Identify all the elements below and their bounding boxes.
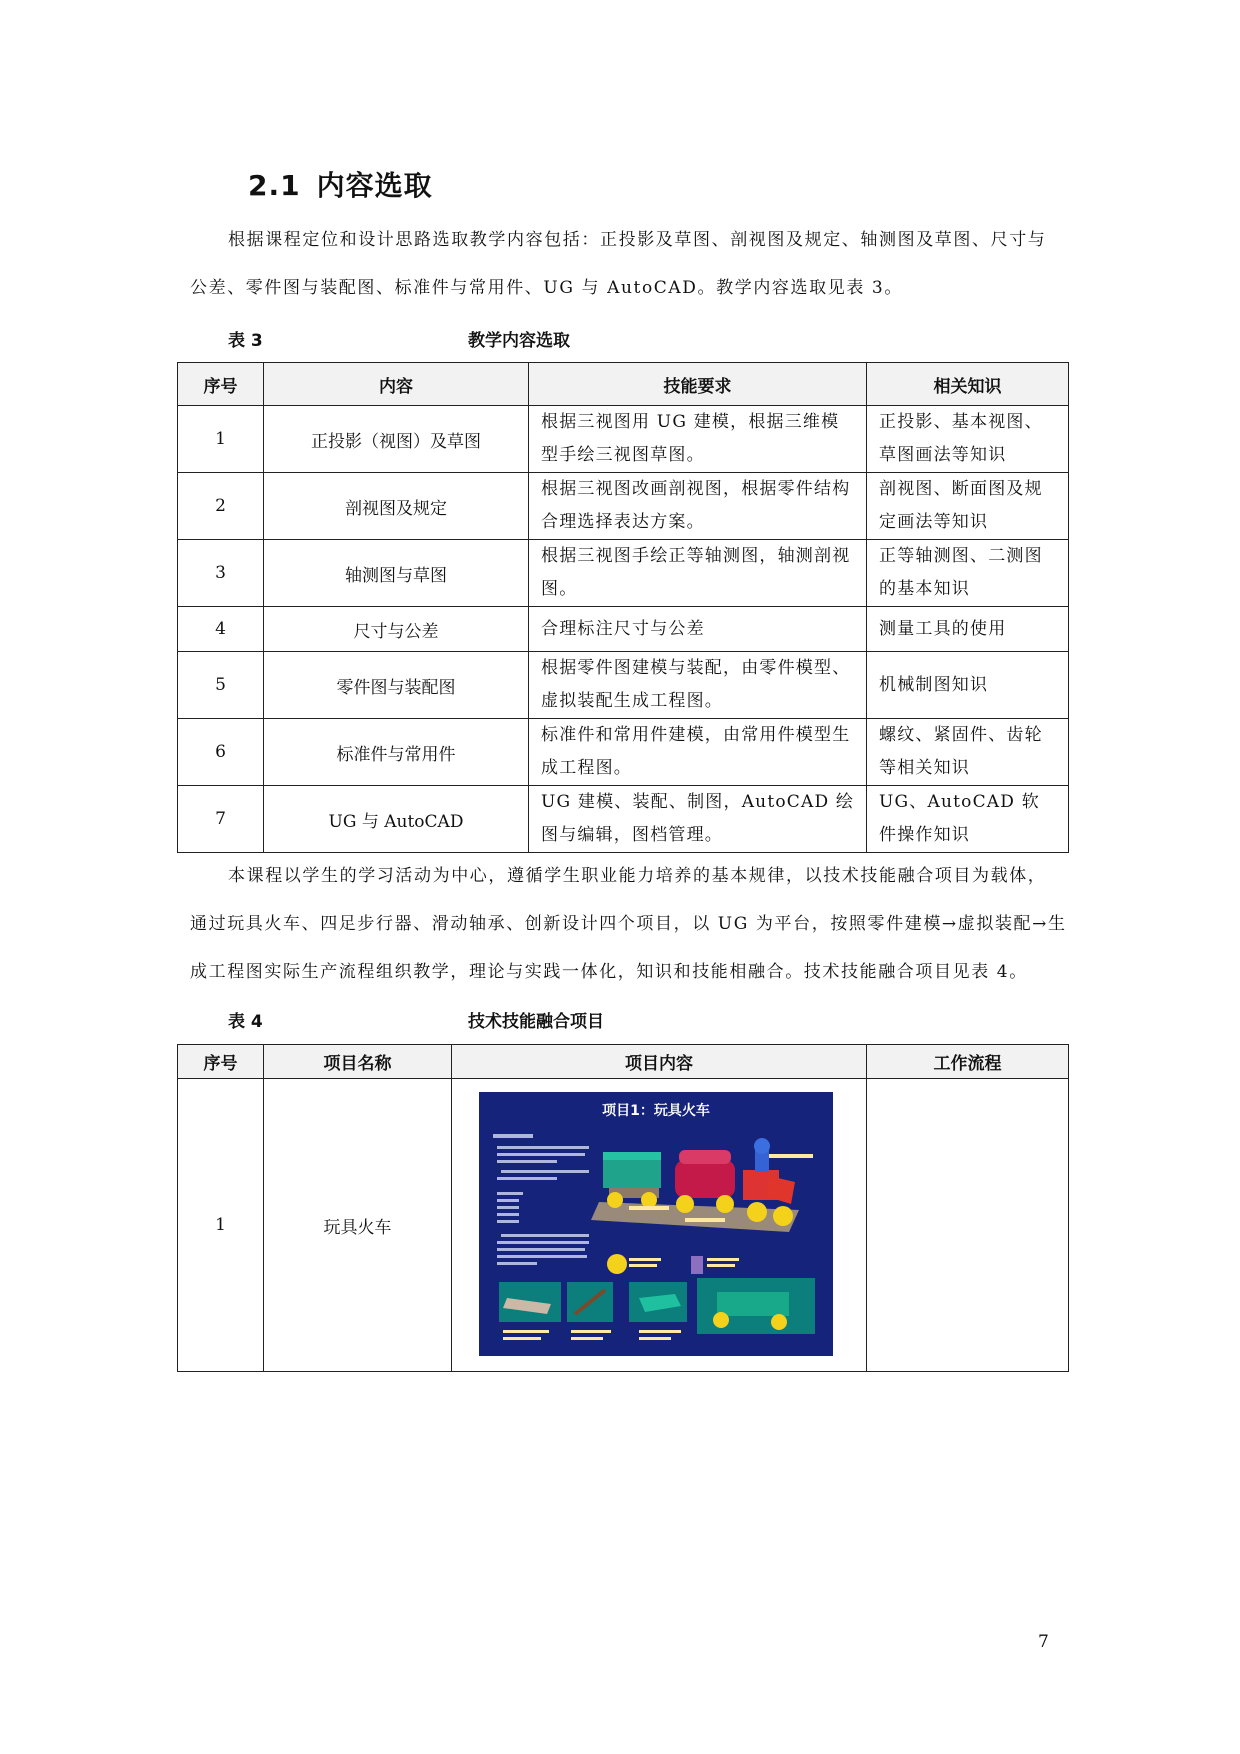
table3-label: 表 3 [228,331,263,351]
table4-header-no: 序号 [178,1045,264,1079]
table3-title: 教学内容选取 [468,331,570,351]
method-line-3: 成工程图实际生产流程组织教学，理论与实践一体化，知识和技能相融合。技术技能融合项目见表 4。 [190,962,1028,982]
table-row [178,652,1069,719]
toy-train-slide-image [479,1092,833,1356]
row-skill: 根据零件图建模与装配，由零件模型、虚拟装配生成工程图。 [529,652,867,719]
page-number: 7 [1038,1632,1049,1652]
method-paragraph [190,852,1070,996]
row-content: 正投影（视图）及草图 [264,406,529,473]
table-row [178,1079,1069,1372]
row-number: 1 [178,1079,264,1372]
row-content: UG 与 AutoCAD [264,786,529,853]
table4-header-name: 项目名称 [264,1045,452,1079]
intro-paragraph [190,216,1070,312]
method-line-2: 通过玩具火车、四足步行器、滑动轴承、创新设计四个项目，以 UG 为平台，按照零件建模→虚拟装配→生 [190,914,1067,934]
row-workflow [867,1079,1069,1372]
row-content: 零件图与装配图 [264,652,529,719]
row-skill: 根据三视图改画剖视图，根据零件结构合理选择表达方案。 [529,473,867,540]
row-skill: 根据三视图手绘正等轴测图，轴测剖视图。 [529,540,867,607]
table-row [178,786,1069,853]
table4-header-row [178,1045,1069,1079]
row-skill: 合理标注尺寸与公差 [529,607,867,652]
row-number: 6 [178,719,264,786]
row-knowledge: 正等轴测图、二测图的基本知识 [867,540,1069,607]
row-number: 2 [178,473,264,540]
table-row [178,607,1069,652]
row-knowledge: 螺纹、紧固件、齿轮等相关知识 [867,719,1069,786]
intro-line-2: 公差、零件图与装配图、标准件与常用件、UG 与 AutoCAD。教学内容选取见表 3。 [190,278,903,298]
row-content: 轴测图与草图 [264,540,529,607]
table3-header-knowledge: 相关知识 [867,363,1069,406]
table-row [178,540,1069,607]
table3-header-content: 内容 [264,363,529,406]
table3 [177,362,1069,853]
row-number: 3 [178,540,264,607]
row-number: 7 [178,786,264,853]
row-project-content [452,1079,867,1372]
toy-train-illustration [479,1092,833,1356]
section-title: 内容选取 [316,169,433,202]
row-knowledge: 测量工具的使用 [867,607,1069,652]
table-row [178,719,1069,786]
row-number: 1 [178,406,264,473]
section-heading [248,164,433,204]
intro-line-1: 根据课程定位和设计思路选取教学内容包括：正投影及草图、剖视图及规定、轴测图及草图、尺寸与 [228,230,1047,250]
table4-label: 表 4 [228,1012,263,1032]
row-knowledge: UG、AutoCAD 软件操作知识 [867,786,1069,853]
row-skill: 根据三视图用 UG 建模，根据三维模型手绘三视图草图。 [529,406,867,473]
row-skill: UG 建模、装配、制图，AutoCAD 绘图与编辑，图档管理。 [529,786,867,853]
row-knowledge: 正投影、基本视图、草图画法等知识 [867,406,1069,473]
table3-header-no: 序号 [178,363,264,406]
table3-header-skill: 技能要求 [529,363,867,406]
method-line-1: 本课程以学生的学习活动为中心，遵循学生职业能力培养的基本规律，以技术技能融合项目为载体， [228,866,1047,886]
row-project-name: 玩具火车 [264,1079,452,1372]
table-row [178,406,1069,473]
table4 [177,1044,1069,1372]
part-previews-middle [607,1254,739,1274]
row-skill: 标准件和常用件建模，由常用件模型生成工程图。 [529,719,867,786]
table3-header-row [178,363,1069,406]
row-number: 4 [178,607,264,652]
row-knowledge: 剖视图、断面图及规定画法等知识 [867,473,1069,540]
part-previews-bottom [499,1278,815,1340]
table4-title: 技术技能融合项目 [468,1012,604,1032]
row-content: 剖视图及规定 [264,473,529,540]
table4-header-workflow: 工作流程 [867,1045,1069,1079]
table4-header-content: 项目内容 [452,1045,867,1079]
row-content: 标准件与常用件 [264,719,529,786]
section-number: 2.1 [248,169,301,202]
train-model [591,1138,799,1232]
table-row [178,473,1069,540]
row-content: 尺寸与公差 [264,607,529,652]
row-knowledge: 机械制图知识 [867,652,1069,719]
slide-text-block [493,1134,589,1265]
slide-title: 项目1：玩具火车 [602,1103,710,1119]
row-number: 5 [178,652,264,719]
